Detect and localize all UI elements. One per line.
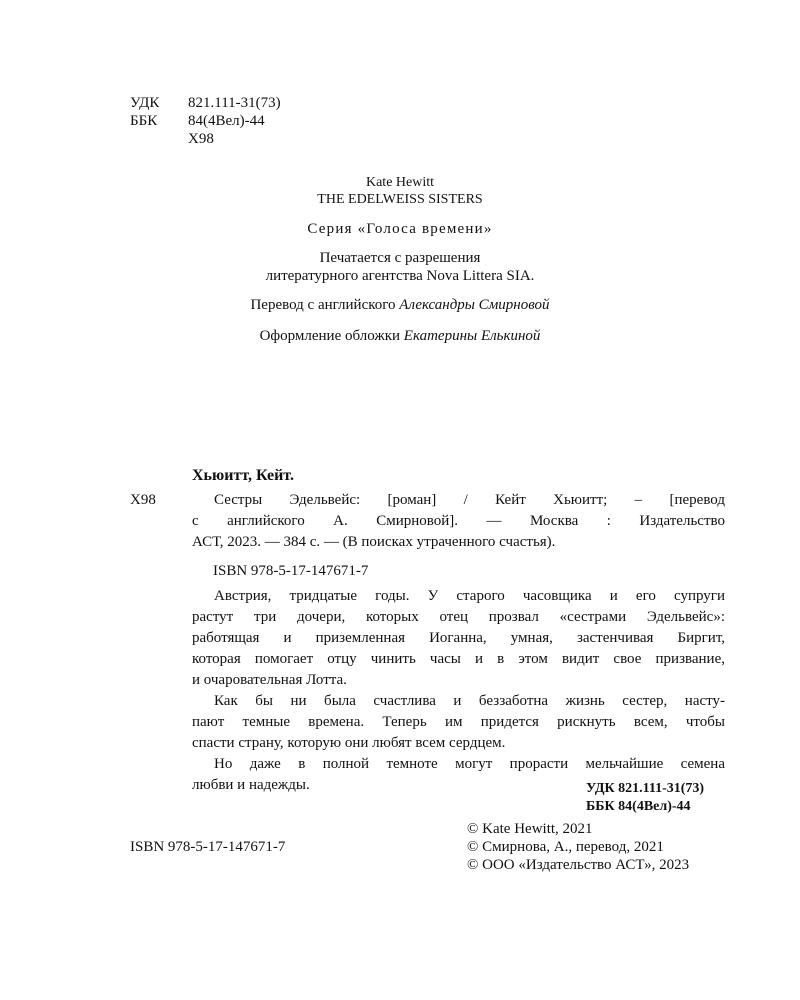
cover-credit bbox=[0, 328, 800, 345]
translation-credit bbox=[0, 297, 800, 314]
copyright-author: © Kate Hewitt, 2021 bbox=[467, 821, 593, 837]
annotation-line-5: и очаровательная Лотта. bbox=[192, 672, 347, 688]
copyright-publisher: © ООО «Издательство АСТ», 2023 bbox=[467, 857, 690, 873]
translator-name: Александры Смирновой bbox=[399, 297, 550, 313]
bbk-value: 84(4Вел)-44 bbox=[188, 113, 265, 129]
original-author: Kate Hewitt bbox=[365, 175, 435, 190]
footer-isbn: ISBN 978-5-17-147671-7 bbox=[130, 839, 286, 855]
annotation-line-1: Австрия, тридцатые годы. У старого часовщика и его супруги bbox=[214, 588, 725, 604]
udk-label: УДК bbox=[130, 95, 160, 111]
author-sign: Х98 bbox=[188, 131, 214, 147]
record-isbn: ISBN 978-5-17-147671-7 bbox=[213, 563, 369, 579]
translation-prefix: Перевод с английского bbox=[250, 297, 396, 313]
annotation-line-4: которая помогает отцу чинить часы и в этом видит свое призвание, bbox=[192, 651, 725, 667]
annotation-line-8: спасти страну, которую они любят всем сердцем. bbox=[192, 735, 506, 751]
record-bbk: ББК 84(4Вел)-44 bbox=[586, 799, 691, 814]
record-sign: Х98 bbox=[130, 492, 156, 508]
permission-line-1: Печатается с разрешения bbox=[319, 250, 481, 266]
annotation-line-10: любви и надежды. bbox=[192, 777, 310, 793]
record-heading: Хьюитт, Кейт. bbox=[192, 467, 294, 484]
series: Серия «Голоса времени» bbox=[307, 221, 493, 237]
original-title: THE EDELWEISS SISTERS bbox=[317, 192, 483, 207]
cover-prefix: Оформление обложки bbox=[259, 328, 401, 344]
record-udk: УДК 821.111-31(73) bbox=[586, 781, 705, 796]
annotation-line-3: работящая и приземленная Иоганна, умная, застенчивая Биргит, bbox=[192, 630, 725, 646]
annotation-line-9: Но даже в полной темноте могут прорасти мельчайшие семена bbox=[214, 756, 725, 772]
annotation-line-7: пают темные времена. Теперь им придется рискнуть всем, чтобы bbox=[192, 714, 725, 730]
udk-value: 821.111-31(73) bbox=[188, 95, 281, 111]
description-line-1: Сестры Эдельвейс: [роман] / Кейт Хьюитт; – [перевод bbox=[214, 492, 725, 508]
description-line-2: с английского А. Смирновой]. — Москва : Издательство bbox=[192, 513, 725, 529]
copyright-translator: © Смирнова, А., перевод, 2021 bbox=[467, 839, 664, 855]
description-line-3: АСТ, 2023. — 384 с. — (В поисках утраченного счастья). bbox=[192, 534, 556, 550]
cover-artist-name: Екатерины Елькиной bbox=[403, 328, 541, 344]
bbk-label: ББК bbox=[130, 113, 158, 129]
annotation-line-6: Как бы ни была счастлива и беззаботна жизнь сестер, насту- bbox=[214, 693, 725, 709]
permission-line-2: литературного агентства Nova Littera SIA. bbox=[265, 268, 535, 284]
annotation-line-2: растут три дочери, которых отец прозвал «сестрами Эдельвейс»: bbox=[192, 609, 725, 625]
